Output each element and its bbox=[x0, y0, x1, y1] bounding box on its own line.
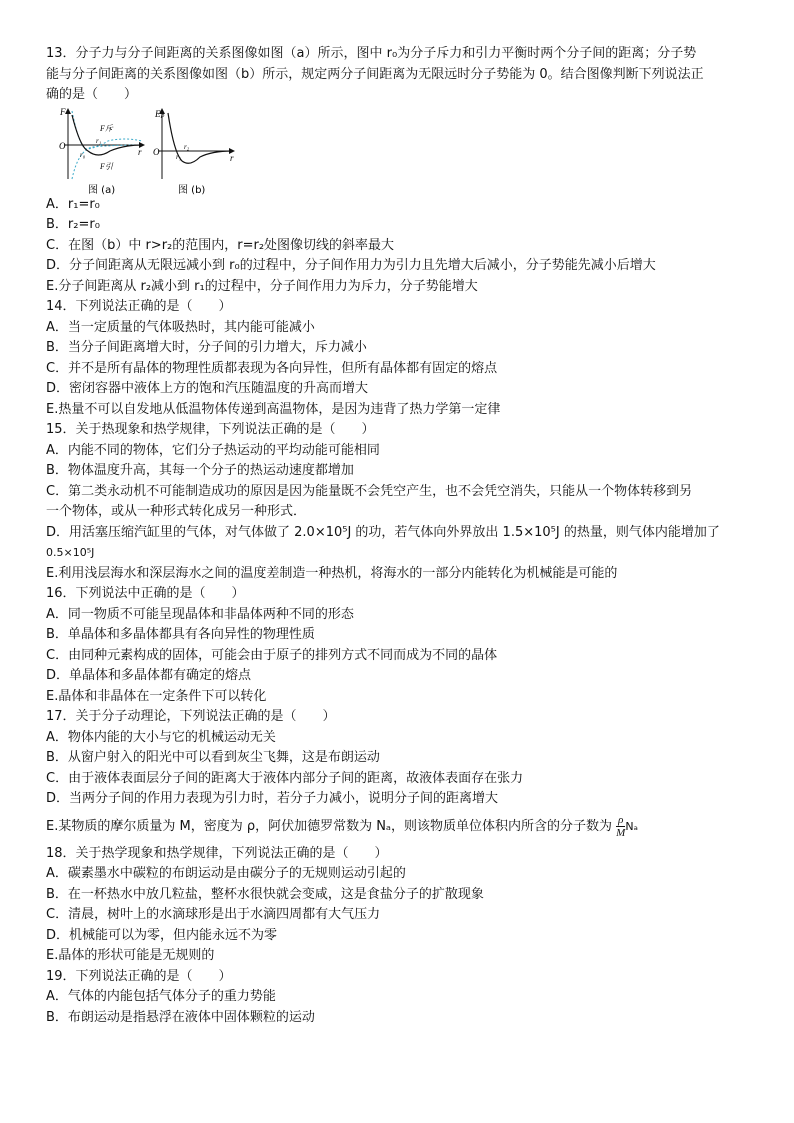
q15-option-b: B．物体温度升高，其每一个分子的热运动速度都增加 bbox=[46, 463, 354, 478]
q15-option-a: A．内能不同的物体，它们分子热运动的平均动能可能相同 bbox=[46, 442, 380, 458]
question-16 bbox=[46, 584, 750, 707]
q17-option-e-text: E.某物质的摩尔质量为 M，密度为 ρ，阿伏加德罗常数为 Nₐ，则该物质单位体积内所含的分子数为 bbox=[46, 818, 613, 834]
q14-option-e: E.热量不可以自发地从低温物体传递到高温物体，是因为违背了热力学第一定律 bbox=[46, 401, 501, 417]
fig-a-ylabel: F bbox=[60, 106, 66, 117]
question-19 bbox=[46, 967, 750, 1029]
fig-a-repulsion-label: F斥 bbox=[100, 123, 113, 133]
q19-stem: 19．下列说法正确的是（ ） bbox=[46, 968, 232, 984]
q17-fraction bbox=[616, 814, 625, 839]
q17-option-a: A．物体内能的大小与它的机械运动无关 bbox=[46, 729, 276, 745]
question-18 bbox=[46, 844, 750, 967]
q16-option-b: B．单晶体和多晶体都具有各向异性的物理性质 bbox=[46, 627, 315, 642]
q16-option-e: E.晶体和非晶体在一定条件下可以转化 bbox=[46, 688, 267, 704]
figure-a-force-graph bbox=[58, 107, 148, 195]
fig-a-r0: r₀ bbox=[80, 150, 86, 159]
q18-option-e: E.晶体的形状可能是无规则的 bbox=[46, 948, 215, 963]
q13-stem-line3: 确的是（ ） bbox=[46, 87, 138, 102]
fig-b-r2: r₂ bbox=[184, 142, 190, 151]
q13-option-d: D．分子间距离从无限远减小到 r₀的过程中，分子间作用力为引力且先增大后减小，分子势能先减小后增大 bbox=[46, 258, 656, 273]
q19-option-b: B．布朗运动是指悬浮在液体中固体颗粒的运动 bbox=[46, 1009, 315, 1025]
q13-option-b: B．r₂=r₀ bbox=[46, 217, 100, 232]
q18-option-c: C．清晨，树叶上的水滴球形是出于水滴四周都有大气压力 bbox=[46, 907, 381, 922]
q13-stem-line1: 13．分子力与分子间距离的关系图像如图（a）所示，图中 r₀为分子斥力和引力平衡时两个分子间的距离；分子势 bbox=[46, 46, 697, 61]
q18-option-d: D．机械能可以为零，但内能永远不为零 bbox=[46, 927, 278, 943]
q17-option-e bbox=[46, 810, 750, 844]
q17-fraction-denominator: M bbox=[616, 826, 626, 839]
fig-b-caption: 图 (b) bbox=[178, 184, 206, 195]
q17-option-d: D．当两分子间的作用力表现为引力时，若分子力减小，说明分子间的距离增大 bbox=[46, 791, 499, 806]
q15-option-e: E.利用浅层海水和深层海水之间的温度差制造一种热机，将海水的一部分内能转化为机械能是可能的 bbox=[46, 565, 618, 581]
q14-option-a: A．当一定质量的气体吸热时，其内能可能减小 bbox=[46, 319, 315, 335]
q14-option-c: C．并不是所有晶体的物理性质都表现为各向异性，但所有晶体都有固定的熔点 bbox=[46, 360, 498, 376]
q14-option-b: B．当分子间距离增大时，分子间的引力增大，斥力减小 bbox=[46, 340, 367, 355]
question-13 bbox=[46, 44, 750, 297]
question-15 bbox=[46, 420, 750, 584]
q16-option-a: A．同一物质不可能呈现晶体和非晶体两种不同的形态 bbox=[46, 606, 354, 622]
q13-figures bbox=[58, 107, 750, 195]
q16-option-d: D．单晶体和多晶体都有确定的熔点 bbox=[46, 668, 252, 683]
q13-option-e: E.分子间距离从 r₂减小到 r₁的过程中，分子间作用力为斥力，分子势能增大 bbox=[46, 278, 478, 294]
q17-option-b: B．从窗户射入的阳光中可以看到灰尘飞舞，这是布朗运动 bbox=[46, 750, 380, 765]
fig-a-r1: r₁ bbox=[96, 136, 102, 145]
fig-b-origin: O bbox=[153, 146, 160, 157]
q17-option-c: C．由于液体表面层分子间的距离大于液体内部分子间的距离，故液体表面存在张力 bbox=[46, 770, 524, 786]
q17-fraction-numerator: ρ bbox=[618, 813, 624, 826]
q16-option-c: C．由同种元素构成的固体，可能会由于原子的排列方式不同而成为不同的晶体 bbox=[46, 647, 498, 663]
q19-option-a: A．气体的内能包括气体分子的重力势能 bbox=[46, 989, 276, 1004]
q18-option-a: A．碳素墨水中碳粒的布朗运动是由碳分子的无规则运动引起的 bbox=[46, 866, 406, 881]
q15-option-c-line1: C．第二类永动机不可能制造成功的原因是因为能量既不会凭空产生，也不会凭空消失，只能从一个物体转移到另 bbox=[46, 483, 693, 499]
exam-page bbox=[46, 44, 750, 1028]
figure-b-potential-graph bbox=[152, 107, 238, 195]
fig-a-xlabel: r bbox=[138, 146, 142, 157]
q17-stem: 17．关于分子动理论，下列说法正确的是（ ） bbox=[46, 709, 336, 724]
q18-stem: 18．关于热学现象和热学规律，下列说法正确的是（ ） bbox=[46, 845, 388, 861]
q13-option-a: A．r₁=r₀ bbox=[46, 196, 100, 212]
q13-stem-line2: 能与分子间距离的关系图像如图（b）所示，规定两分子间距离为无限远时分子势能为 0。结合图像判断下列说法正 bbox=[46, 66, 704, 82]
q15-stem: 15．关于热现象和热学规律，下列说法正确的是（ ） bbox=[46, 422, 375, 437]
fig-b-xlabel: r bbox=[230, 152, 234, 163]
q14-stem: 14．下列说法正确的是（ ） bbox=[46, 299, 232, 314]
q17-avogadro: Nₐ bbox=[625, 819, 638, 833]
fig-b-ylabel: Eₚ bbox=[155, 108, 165, 119]
q15-option-d-line1: D．用活塞压缩汽缸里的气体，对气体做了 2.0×10⁵J 的功，若气体向外界放出 1.5×10⁵J 的热量，则气体内能增加了 bbox=[46, 524, 720, 540]
q16-stem: 16．下列说法中正确的是（ ） bbox=[46, 586, 245, 601]
fig-a-origin: O bbox=[59, 140, 66, 151]
q15-option-d-line2: 0.5×10⁵J bbox=[46, 546, 95, 559]
fig-b-r1: r₁ bbox=[176, 152, 182, 161]
q15-option-c-line2: 一个物体，或从一种形式转化成另一种形式． bbox=[46, 504, 307, 519]
question-17 bbox=[46, 707, 750, 844]
fig-a-caption: 图 (a) bbox=[88, 184, 116, 195]
fig-a-attraction-label: F引 bbox=[100, 161, 113, 171]
q18-option-b: B．在一杯热水中放几粒盐，整杯水很快就会变咸，这是食盐分子的扩散现象 bbox=[46, 886, 484, 902]
q13-option-c: C．在图（b）中 r>r₂的范围内，r=r₂处图像切线的斜率最大 bbox=[46, 237, 395, 253]
q14-option-d: D．密闭容器中液体上方的饱和汽压随温度的升高而增大 bbox=[46, 381, 369, 396]
question-14 bbox=[46, 297, 750, 420]
